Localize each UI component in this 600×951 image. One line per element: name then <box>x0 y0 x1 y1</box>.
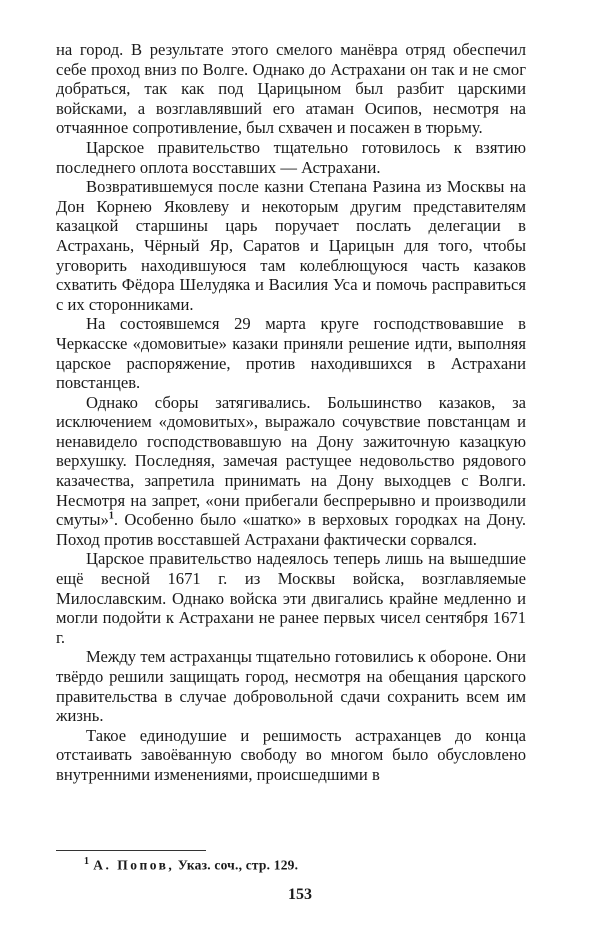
footnote-reference[interactable]: 1 <box>108 510 114 522</box>
paragraph-4: На состоявшемся 29 марта круге господствовавшие в Черкасске «домовитые» казаки приняли решение идти, выполняя царское распоряжение, против находившихся в Астрахани повстанцев. <box>56 314 526 393</box>
footnote-mark: 1 <box>84 856 90 867</box>
footnote-divider <box>56 850 206 851</box>
footnote <box>84 853 298 875</box>
paragraph-5-text: Однако сборы затягивались. Большинство казаков, за исключением «домовитых», выражало сочувствие повстанцам и ненавидело господствовавшую на Дону зажиточную казацкую верхушку. Последняя, замечая растущее недовольство рядового казачества, запретила принимать на Дону выходцев с Волги. Несмотря на запрет, «они прибегали беспрерывно и производили смуты» <box>56 392 526 530</box>
paragraph-5-tail: . Особенно было «шатко» в верховых городках на Дону. Поход против восставшей Астрахани фактически сорвался. <box>56 510 526 549</box>
paragraph-2: Царское правительство тщательно готовилось к взятию последнего оплота восставших — Астрахани. <box>56 137 526 177</box>
paragraph-1: на город. В результате этого смелого манёвра отряд обеспечил себе проход вниз по Волге. Однако до Астрахани он так и не смог добраться, так как под Царицыном был разбит царскими войсками, а возглавлявший его атаман Осипов, несмотря на отчаянное сопротивление, был схвачен и посажен в тюрьму. <box>56 40 526 138</box>
page-body <box>56 40 526 785</box>
paragraph-5 <box>56 393 526 550</box>
footnote-author: А. Попов, <box>93 857 175 873</box>
paragraph-7: Между тем астраханцы тщательно готовились к обороне. Они твёрдо решили защищать город, несмотря на обещания царского правительства в случае добровольной сдачи сохранить всем им жизнь. <box>56 647 526 726</box>
paragraph-6: Царское правительство надеялось теперь лишь на вышедшие ещё весной 1671 г. из Москвы войска, возглавляемые Милославским. Однако войска эти двигались крайне медленно и могли подойти к Астрахани не ранее первых чисел сентября 1671 г. <box>56 549 526 647</box>
footnote-source: Указ. соч., стр. 129. <box>177 857 299 873</box>
paragraph-3: Возвратившемуся после казни Степана Разина из Москвы на Дон Корнею Яковлеву и некоторым другим представителям казацкой старшины царь поручает послать делегации в Астрахань, Чёрный Яр, Саратов и Царицын для того, чтобы уговорить находившуюся там колеблющуюся часть казаков схватить Фёдора Шелудяка и Василия Уса и помочь расправиться с их сторонниками. <box>56 177 526 314</box>
page-number: 153 <box>288 886 312 903</box>
paragraph-8: Такое единодушие и решимость астраханцев до конца отстаивать завоёванную свободу во многом было обусловлено внутренними изменениями, происшедшими в <box>56 725 526 784</box>
